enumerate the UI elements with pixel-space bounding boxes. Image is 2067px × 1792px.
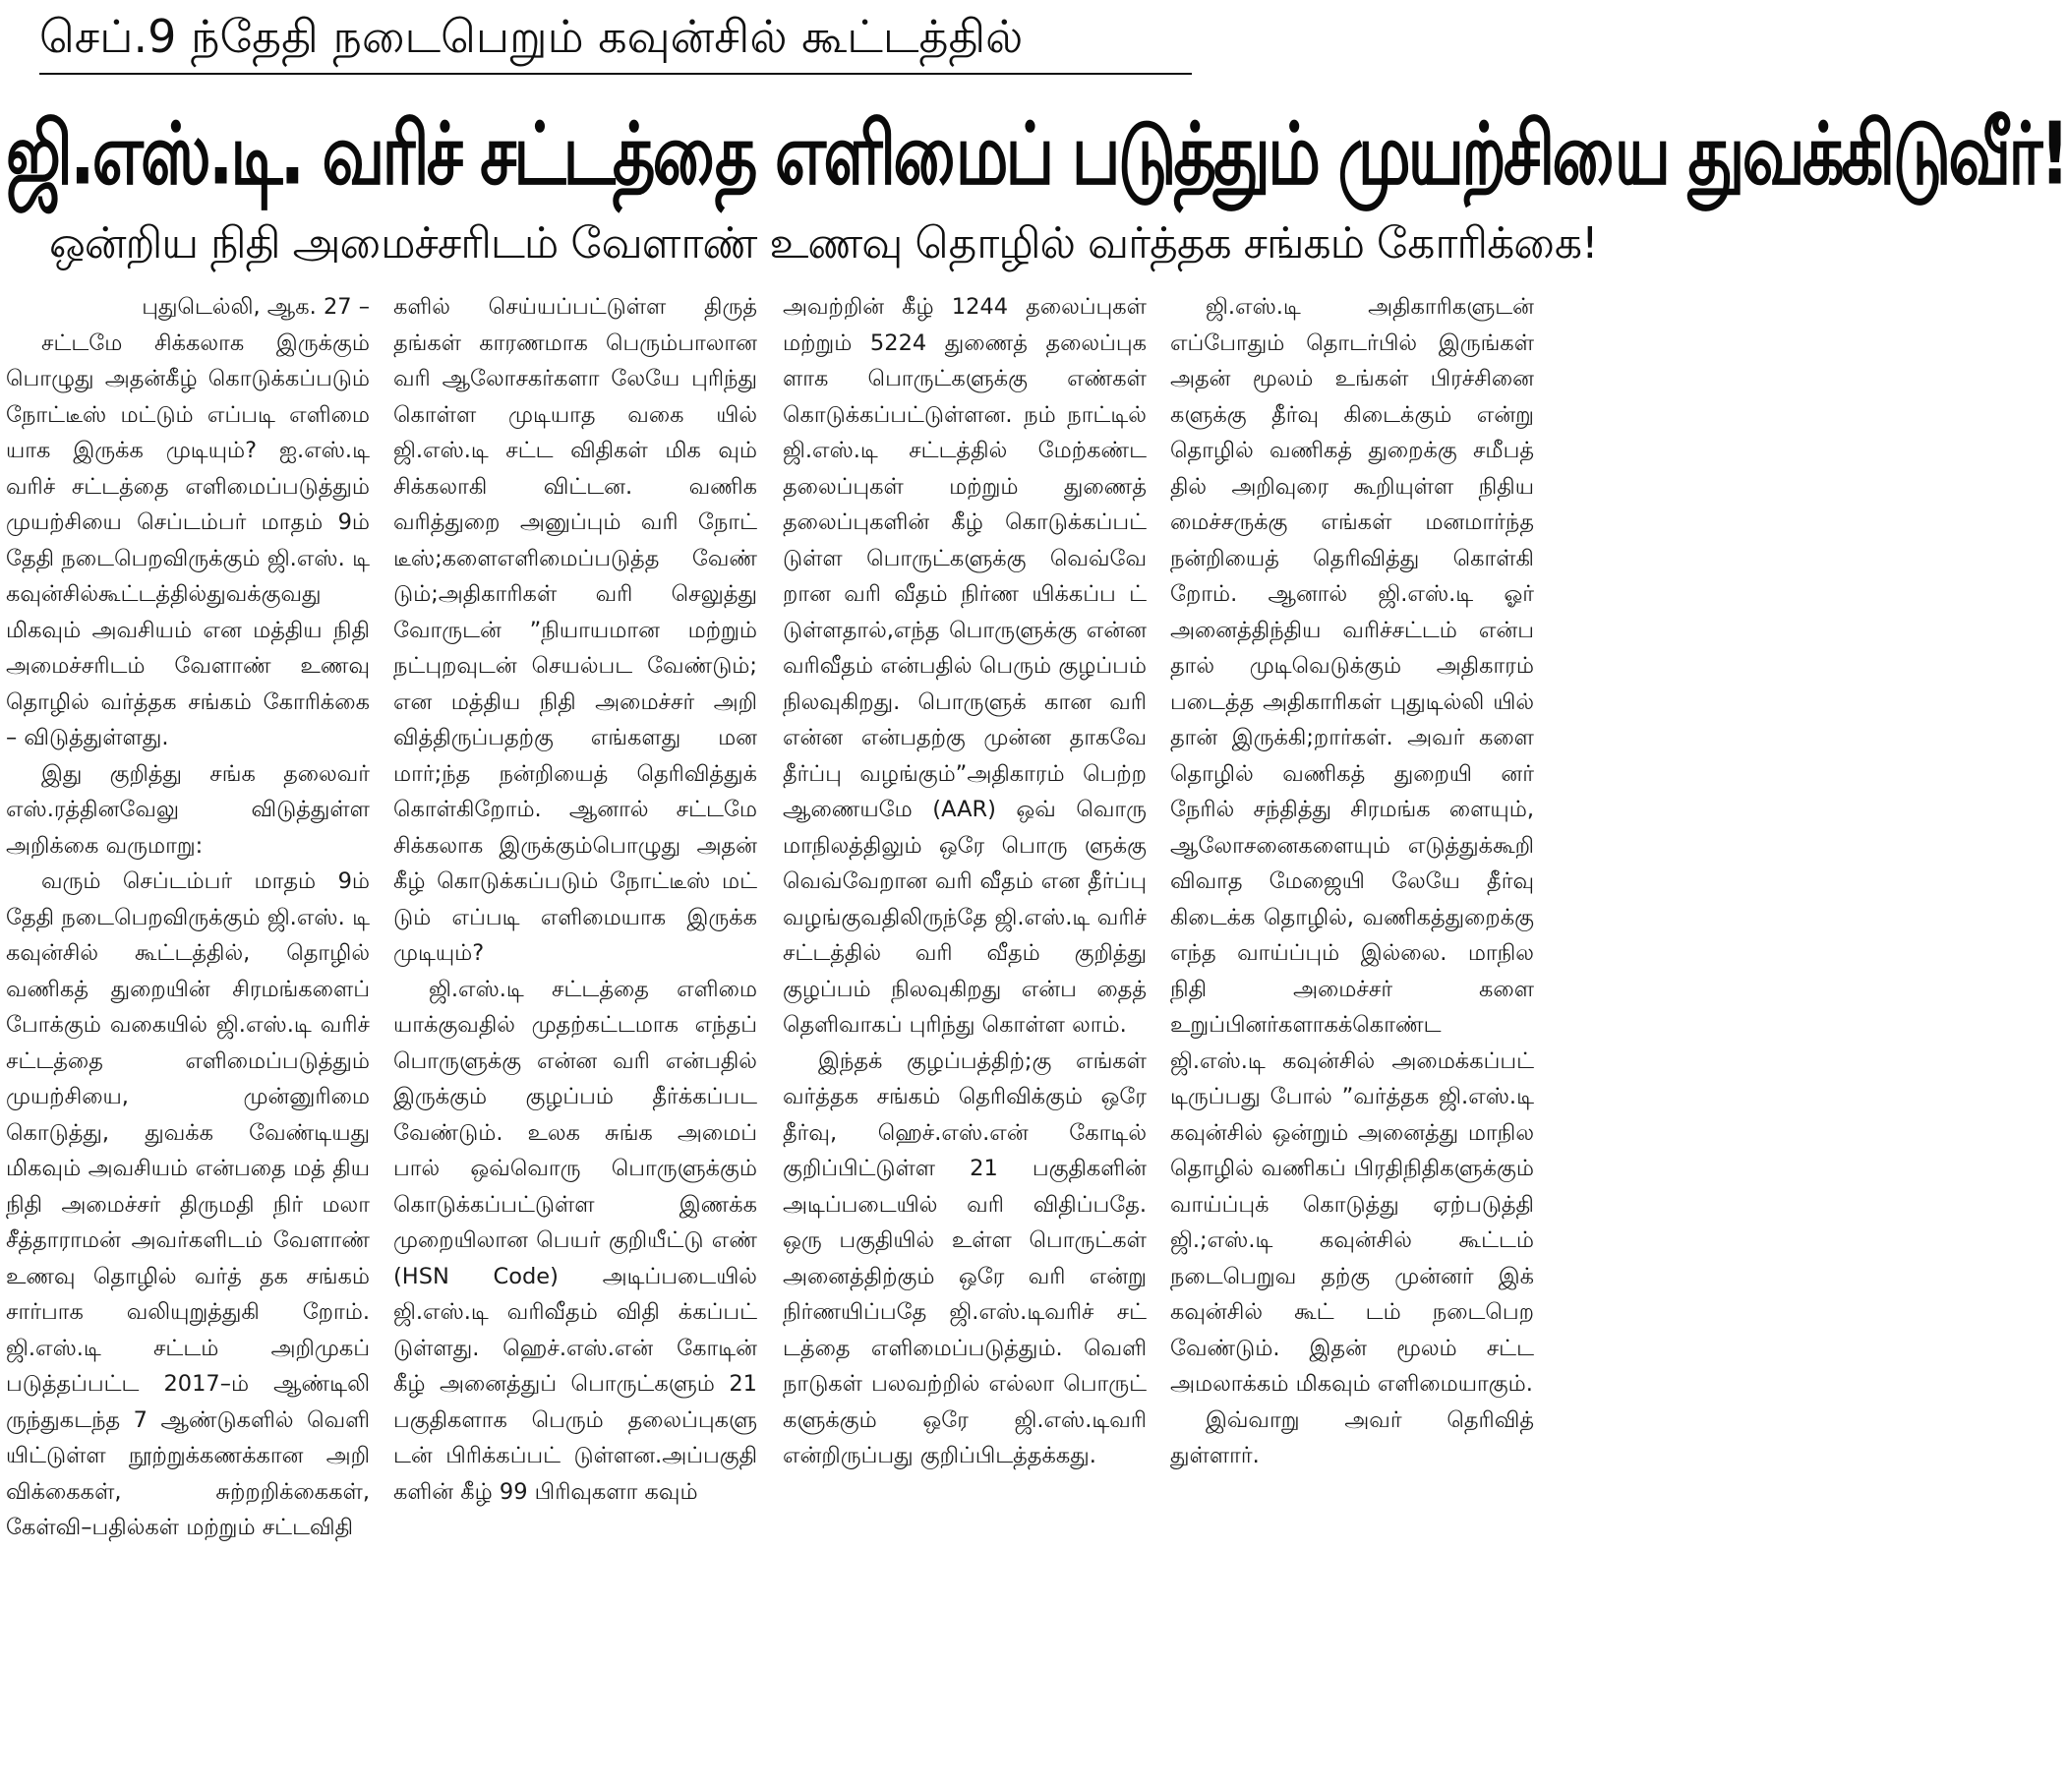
paragraph: இந்தக் குழப்பத்திற்;கு எங்கள் வர்த்தக சங்கம் தெரிவிக்கும் ஒரே தீர்வு, ஹெச்.எஸ்.என் கோடில் குறிப்பிட்டுள்ள 21 பகுதிகளின் அடிப்படையில் வரி விதிப்பதே. ஒரு பகுதியில் உள்ள பொருட்கள் அனைத்திற்கும் ஒரே வரி என்று நிர்ணயிப்பதே ஜி.எஸ்.டிவரிச் சட் டத்தை எளிமைப்படுத்தும். வெளி நாடுகள் பலவற்றில் எல்லா பொருட் களுக்கும் ஒரே ஜி.எஸ்.டிவரி என்றிருப்பது குறிப்பிடத்தக்கது.	[783, 1047, 1147, 1468]
article-column-4	[1170, 289, 1534, 1521]
paragraph: சட்டமே சிக்கலாக இருக்கும் பொழுது அதன்கீழ் கொடுக்கப்படும் நோட்டீஸ் மட்டும் எப்படி எளிமை யாக இருக்க முடியும்? ஐ.எஸ்.டி வரிச் சட்டத்தை எளிமைப்படுத்தும் முயற்சியை செப்டம்பர் மாதம் 9ம் தேதி நடைபெறவிருக்கும் ஜி.எஸ். டி கவுன்சில்கூட்டத்தில்துவக்குவது மிகவும் அவசியம் என மத்திய நிதி அமைச்சரிடம் வேளாண் உணவு தொழில் வர்த்தக சங்கம் கோரிக்கை – விடுத்துள்ளது.	[6, 329, 370, 750]
paragraph: ஜி.எஸ்.டி அதிகாரிகளுடன் எப்போதும் தொடர்பில் இருங்கள் அதன் மூலம் உங்கள் பிரச்சினை களுக்கு தீர்வு கிடைக்கும் என்று தொழில் வணிகத் துறைக்கு சமீபத் தில் அறிவுரை கூறியுள்ள நிதிய மைச்சருக்கு எங்கள் மனமார்ந்த நன்றியைத் தெரிவித்து கொள்கி றோம். ஆனால் ஜி.எஸ்.டி ஓர் அனைத்திந்திய வரிச்சட்டம் என்ப தால் முடிவெடுக்கும் அதிகாரம் படைத்த அதிகாரிகள் புதுடில்லி யில் தான் இருக்கி;றார்கள். அவர் களை தொழில் வணிகத் துறையி னர் நேரில் சந்தித்து சிரமங்க ளையும், ஆலோசனைகளையும் எடுத்துக்கூறி விவாத மேஜையி லேயே தீர்வு கிடைக்க தொழில், வணிகத்துறைக்கு எந்த வாய்ப்பும் இல்லை. மாநில நிதி அமைச்சர் களை உறுப்பினர்களாகக்கொண்ட ஜி.எஸ்.டி கவுன்சில் அமைக்கப்பட் டிருப்பது போல் ”வர்த்தக ஜி.எஸ்.டி கவுன்சில் ஒன்றும் அனைத்து மாநில தொழில் வணிகப் பிரதிநிதிகளுக்கும் வாய்ப்புக் கொடுத்து ஏற்படுத்தி ஜி.;எஸ்.டி கவுன்சில் கூட்டம் நடைபெறுவ தற்கு முன்னர் இக் கவுன்சில் கூட் டம் நடைபெற வேண்டும். இதன் மூலம் சட்ட அமலாக்கம் மிகவும் எளிமையாகும்.	[1170, 294, 1534, 1397]
article-column-3	[783, 289, 1147, 1521]
paragraph: அவற்றின் கீழ் 1244 தலைப்புகள் மற்றும் 5224 துணைத் தலைப்புக ளாக பொருட்களுக்கு எண்கள் கொடுக்கப்பட்டுள்ளன. நம் நாட்டில் ஜி.எஸ்.டி சட்டத்தில் மேற்கண்ட தலைப்புகள் மற்றும் துணைத் தலைப்புகளின் கீழ் கொடுக்கப்பட் டுள்ள பொருட்களுக்கு வெவ்வே றான வரி வீதம் நிர்ண யிக்கப்ப ட் டுள்ளதால்,எந்த பொருளுக்கு என்ன வரிவீதம் என்பதில் பெரும் குழப்பம் நிலவுகிறது. பொருளுக் கான வரி என்ன என்பதற்கு முன்ன தாகவே தீர்ப்பு வழங்கும்”அதிகாரம் பெற்ற ஆணையமே (AAR) ஒவ் வொரு மாநிலத்திலும் ஒரே பொரு ளுக்கு வெவ்வேறான வரி வீதம் என தீர்ப்பு வழங்குவதிலிருந்தே ஜி.எஸ்.டி வரிச் சட்டத்தில் வரி வீதம் குறித்து குழப்பம் நிலவுகிறது என்ப தைத் தெளிவாகப் புரிந்து கொள்ள லாம்.	[783, 294, 1147, 1038]
paragraph: ஜி.எஸ்.டி சட்டத்தை எளிமை யாக்குவதில் முதற்கட்டமாக எந்தப் பொருளுக்கு என்ன வரி என்பதில் இருக்கும் குழப்பம் தீர்க்கப்பட வேண்டும். உலக சுங்க அமைப் பால் ஒவ்வொரு பொருளுக்கும் கொடுக்கப்பட்டுள்ள இணக்க முறையிலான பெயர் குறியீட்டு எண் (HSN Code) அடிப்படையில் ஜி.எஸ்.டி வரிவீதம் விதி க்கப்பட் டுள்ளது. ஹெச்.எஸ்.என் கோடின் கீழ் அனைத்துப் பொருட்களும் 21 பகுதிகளாக பெரும் தலைப்புகளு டன் பிரிக்கப்பட் டுள்ளன.அப்பகுதி களின் கீழ் 99 பிரிவுகளா கவும்	[393, 976, 757, 1505]
article-column-1	[6, 289, 370, 1540]
kicker-rule	[39, 73, 1192, 75]
main-headline: ஜி.எஸ்.டி. வரிச் சட்டத்தை எளிமைப் படுத்தும் முயற்சியை துவக்கிடுவீர்!	[6, 104, 2067, 205]
article-column-2	[393, 289, 757, 1521]
paragraph: வரும் செப்டம்பர் மாதம் 9ம் தேதி நடைபெறவிருக்கும் ஜி.எஸ். டி கவுன்சில் கூட்டத்தில், தொழில் வணிகத் துறையின் சிரமங்களைப் போக்கும் வகையில் ஜி.எஸ்.டி வரிச் சட்டத்தை எளிமைப்படுத்தும் முயற்சியை, முன்னுரிமை கொடுத்து, துவக்க வேண்டியது மிகவும் அவசியம் என்பதை மத் திய நிதி அமைச்சர் திருமதி நிர் மலா சீத்தாராமன் அவர்களிடம் வேளாண் உணவு தொழில் வர்த் தக சங்கம் சார்பாக வலியுறுத்துகி றோம். ஜி.எஸ்.டி சட்டம் அறிமுகப் படுத்தப்பட்ட 2017–ம் ஆண்டிலி ருந்துகடந்த 7 ஆண்டுகளில் வெளி யிட்டுள்ள நூற்றுக்கணக்கான அறி விக்கைகள், சுற்றறிக்கைகள், கேள்வி–பதில்கள் மற்றும் சட்டவிதி	[6, 868, 370, 1540]
paragraph: களில் செய்யப்பட்டுள்ள திருத் தங்கள் காரணமாக பெரும்பாலான வரி ஆலோசகர்களா லேயே புரிந்து கொள்ள முடியாத வகை யில் ஜி.எஸ்.டி சட்ட விதிகள் மிக வும் சிக்கலாகி விட்டன. வணிக வரித்துறை அனுப்பும் வரி நோட் டீஸ்;களைஎளிமைப்படுத்த வேண் டும்;அதிகாரிகள் வரி செலுத்து வோருடன் ”நியாயமான மற்றும் நட்புறவுடன் செயல்பட வேண்டும்; என மத்திய நிதி அமைச்சர் அறி வித்திருப்பதற்கு எங்களது மன மார்;ந்த நன்றியைத் தெரிவித்துக் கொள்கிறோம். ஆனால் சட்டமே சிக்கலாக இருக்கும்பொழுது அதன் கீழ் கொடுக்கப்படும் நோட்டீஸ் மட் டும் எப்படி எளிமையாக இருக்க முடியும்?	[393, 294, 757, 966]
kicker-headline: செப்.9 ந்தேதி நடைபெறும் கவுன்சில் கூட்டத்தில்	[39, 10, 1024, 63]
dateline: புதுடெல்லி, ஆக. 27 –	[142, 294, 370, 320]
paragraph: இவ்வாறு அவர் தெரிவித் துள்ளார்.	[1170, 1406, 1534, 1468]
paragraph: இது குறித்து சங்க தலைவர் எஸ்.ரத்தினவேலு விடுத்துள்ள அறிக்கை வருமாறு:	[6, 760, 370, 859]
sub-headline: ஒன்றிய நிதி அமைச்சரிடம் வேளாண் உணவு தொழில் வர்த்தக சங்கம் கோரிக்கை!	[49, 218, 1598, 269]
